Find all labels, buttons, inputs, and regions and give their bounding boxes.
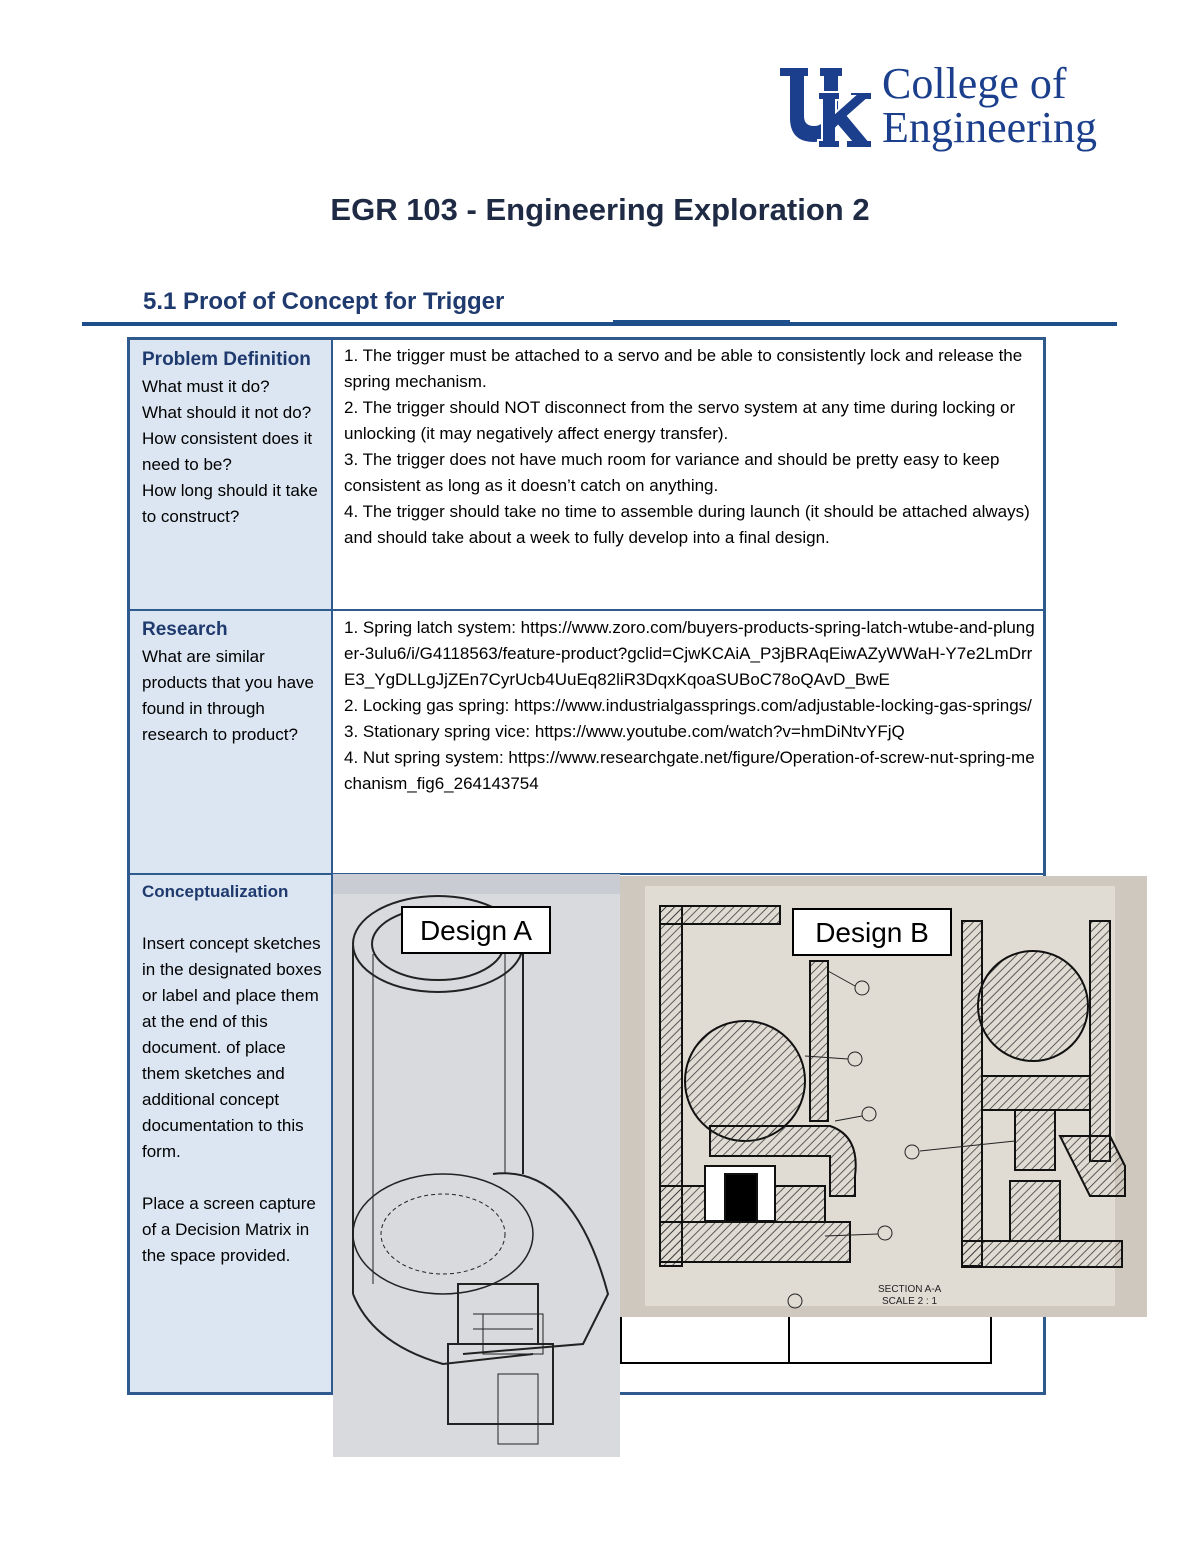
uk-logo-icon [778,66,874,150]
research-answers [344,615,1040,797]
prompt: How consistent does it need to be? [142,429,313,474]
document-title: EGR 103 - Engineering Exploration 2 [330,192,870,227]
row-divider [130,609,1043,611]
conceptualization-heading: Conceptualization [142,882,289,901]
answer: 3. The trigger does not have much room for variance and should be pretty easy to keep consistent as long as it doesn’t catch on anything. [344,450,1000,495]
problem-definition-label [142,346,324,530]
design-a-label: Design A [401,906,551,954]
design-a-drawing [333,874,620,1457]
design-b-sketch [620,876,1147,1317]
prompt: What are similar products that you have found in through research to product? [142,647,315,744]
logo-line-1: College of [882,59,1067,108]
drawing-caption: SECTION A-A [878,1284,942,1295]
college-logo [778,59,1128,154]
answer: 4. Nut spring system: https://www.researchgate.net/figure/Operation-of-screw-nut-spring-mechanism_fig6_264143754 [344,748,1035,793]
research-heading: Research [142,619,228,640]
research-label [142,616,324,748]
problem-definition-heading: Problem Definition [142,349,311,370]
answer: 2. The trigger should NOT disconnect from the servo system at any time during locking or unlocking (it may negatively affect energy transfer). [344,398,1016,443]
answer: 3. Stationary spring vice: https://www.youtube.com/watch?v=hmDiNtvYFjQ [344,722,905,741]
logo-wordmark [882,59,1098,152]
design-a-sketch [333,874,620,1457]
section-divider-accent [613,320,790,322]
conceptualization-label [142,879,324,1269]
section-divider [82,322,1117,326]
answer: 2. Locking gas spring: https://www.industrialgassprings.com/adjustable-locking-gas-springs/ [344,696,1032,715]
prompt: What should it not do? [142,403,312,422]
prompt: Insert concept sketches in the designated boxes or label and place them at the end of this document. of place them sketches and additional concept documentation to this form. [142,934,322,1161]
answer: 4. The trigger should take no time to assemble during launch (it should be attached always) and should take about a week to fully develop into a final design. [344,502,1030,547]
prompt: What must it do? [142,377,270,396]
section-title: 5.1 Proof of Concept for Trigger [143,288,505,315]
answer: 1. Spring latch system: https://www.zoro.com/buyers-products-spring-latch-wtube-and-plunger-3ulu6/i/G4118563/feature-product?gclid=CjwKCAiA_P3jBRAqEiwAZyWWaH-Y7e2LmDrrE3_YgDLLgJjZEn7CyrUcb4UuEq82liR3DqxKqoaSUBoC78oQAvD_BwE [344,618,1035,689]
drawing-caption: SCALE 2 : 1 [882,1296,938,1307]
answer: 1. The trigger must be attached to a servo and be able to consistently lock and release the spring mechanism. [344,346,1023,391]
prompt: Place a screen capture of a Decision Matrix in the space provided. [142,1194,316,1265]
problem-definition-answers [344,343,1040,551]
logo-line-2: Engineering [882,103,1098,152]
design-b-label: Design B [792,908,952,956]
prompt: How long should it take to construct? [142,481,318,526]
